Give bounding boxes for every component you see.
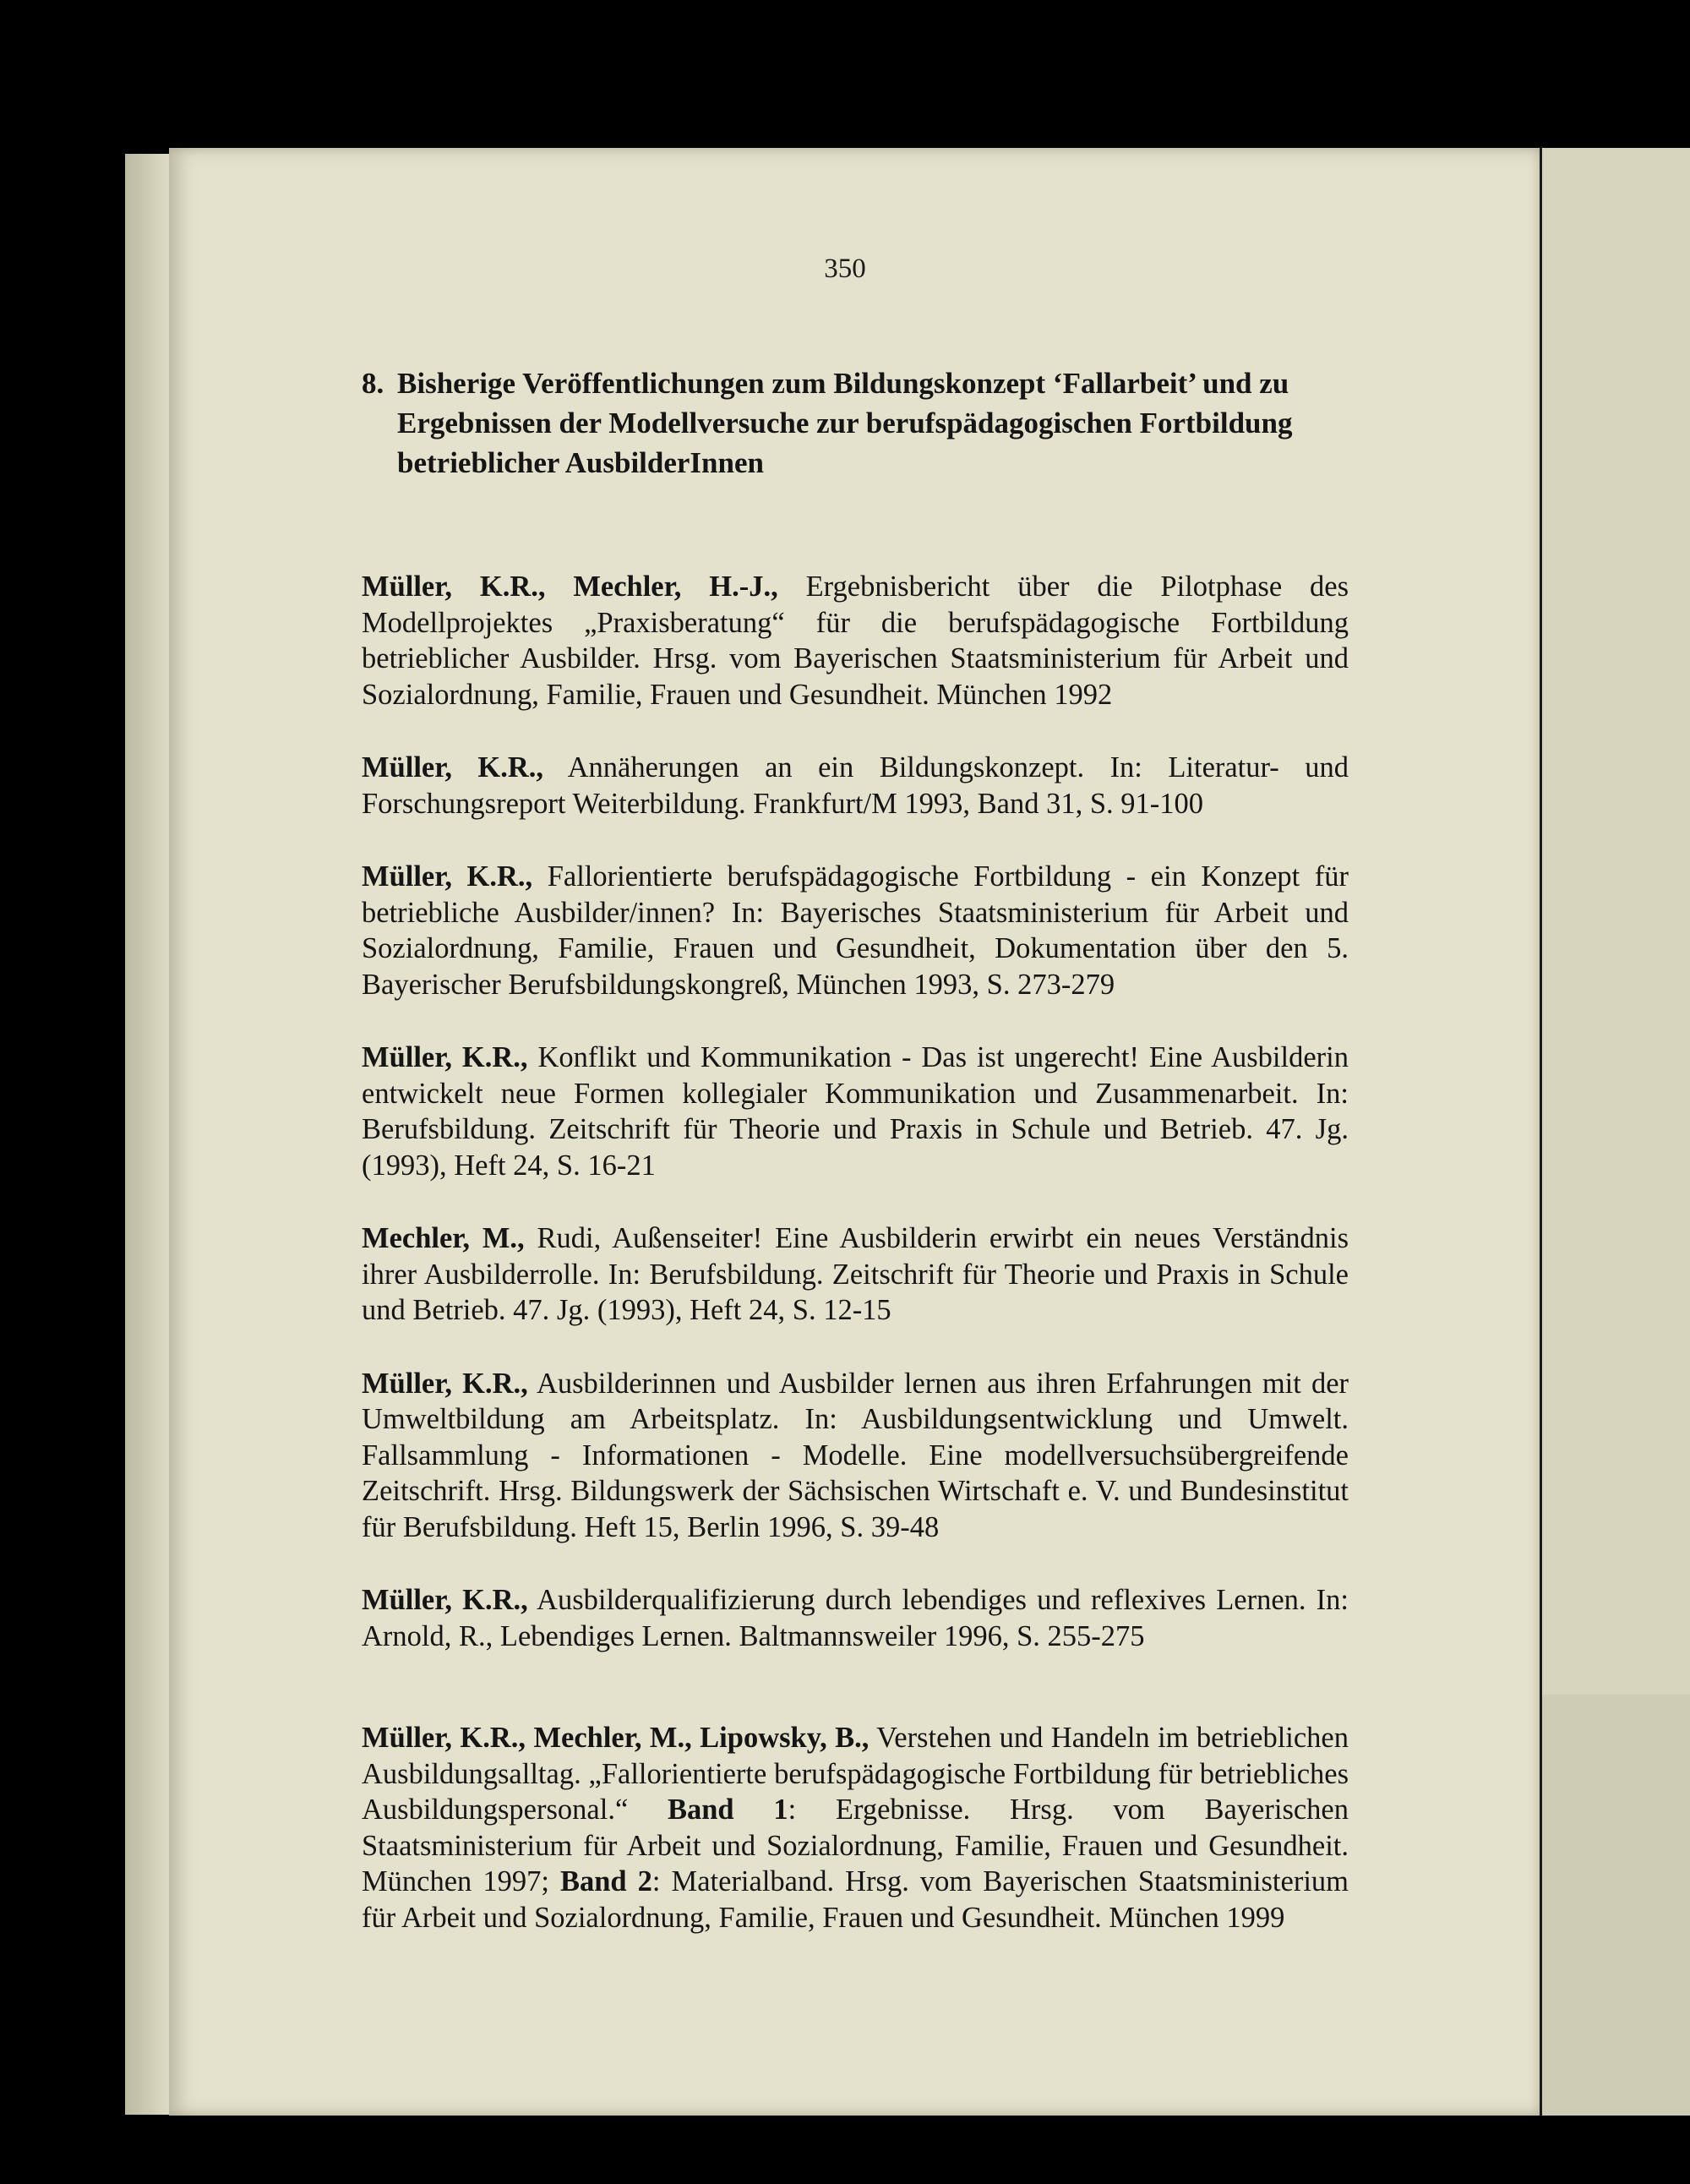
page-content xyxy=(362,363,1349,1973)
entry-authors: Müller, K.R., xyxy=(362,751,544,784)
entry-text: Ausbilderqualifizierung durch lebendiges und reflexives Lernen. In: Arnold, R., Lebendiges Lernen. Baltmannsweiler 1996, S. 255-275 xyxy=(362,1584,1349,1652)
entry-authors: Müller, K.R., xyxy=(362,1584,528,1616)
entry-text: Fallorientierte berufspädagogische Fortbildung - ein Konzept für betriebliche Ausbilder/innen? In: Bayerisches Staatsministerium für Arbeit und Sozialordnung, Familie, Frauen und Gesundheit, Dokumentation über den 5. Bayerischer Berufsbildungskongreß, München 1993, S. 273-279 xyxy=(362,860,1349,1001)
entry-text: Konflikt und Kommunikation - Das ist ungerecht! Eine Ausbilderin entwickelt neue Formen kollegialer Kommunikation und Zusammenarbeit. In: Berufsbildung. Zeitschrift für Theorie und Praxis in Schule und Betrieb. 47. Jg. (1993), Heft 24, S. 16-21 xyxy=(362,1041,1349,1182)
entry-text: Verstehen und Handeln im betrieblichen Ausbildungsalltag. „Fallorientierte berufspädagogische Fortbildung für betriebliches Ausbildungspersonal.“ xyxy=(362,1722,1349,1826)
bibliography-entry xyxy=(362,569,1349,713)
bibliography-entry xyxy=(362,1366,1349,1546)
section-heading xyxy=(362,363,1349,483)
entry-text: : Ergebnisse. Hrsg. vom Bayerischen Staatsministerium für Arbeit und Sozialordnung, Familie, Frauen und Gesundheit. München 1997; xyxy=(362,1794,1349,1897)
band-2-label: Band 2 xyxy=(559,1865,652,1897)
entry-text: Rudi, Außenseiter! Eine Ausbilderin erwirbt ein neues Verständnis ihrer Ausbilderrolle. In: Berufsbildung. Zeitschrift für Theorie und Praxis in Schule und Betrieb. 47. Jg. (1993), Heft 24, S. 12-15 xyxy=(362,1222,1349,1326)
facing-page-edge xyxy=(1540,148,1690,1695)
entry-authors: Müller, K.R., Mechler, M., Lipowsky, B., xyxy=(362,1722,870,1754)
section-number: 8. xyxy=(362,367,384,400)
bibliography-entry xyxy=(362,1040,1349,1183)
entry-authors: Mechler, M., xyxy=(362,1222,525,1254)
page-number: 350 xyxy=(824,254,866,284)
bibliography-entry xyxy=(362,859,1349,1002)
entry-text: Ausbilderinnen und Ausbilder lernen aus ihren Erfahrungen mit der Umweltbildung am Arbeitsplatz. In: Ausbildungsentwicklung und Umwelt. Fallsammlung - Informationen - Modelle. Eine modellversuchsübergreifende Zeitschrift. Hrsg. Bildungswerk der Sächsischen Wirtschaft e. V. und Bundesinstitut für Berufsbildung. Heft 15, Berlin 1996, S. 39-48 xyxy=(362,1367,1349,1543)
entry-authors: Müller, K.R., xyxy=(362,1367,528,1400)
entry-text: : Materialband. Hrsg. vom Bayerischen Staatsministerium für Arbeit und Sozialordnung, Familie, Frauen und Gesundheit. München 1999 xyxy=(362,1865,1349,1934)
bibliography-entry-last xyxy=(362,1720,1349,1936)
bibliography-entry xyxy=(362,750,1349,822)
bibliography-entry xyxy=(362,1220,1349,1329)
entry-authors: Müller, K.R., Mechler, H.-J., xyxy=(362,571,778,603)
band-1-label: Band 1 xyxy=(667,1794,788,1826)
entry-text: Annäherungen an ein Bildungskonzept. In: Literatur- und Forschungsreport Weiterbildung. Frankfurt/M 1993, Band 31, S. 91-100 xyxy=(362,751,1349,820)
section-title: Bisherige Veröffentlichungen zum Bildungskonzept ‘Fallarbeit’ und zu Ergebnissen der Modellversuche zur berufspädagogischen Fortbildung betrieblicher AusbilderInnen xyxy=(397,367,1293,479)
entry-authors: Müller, K.R., xyxy=(362,1041,528,1073)
entry-text: Ergebnisbericht über die Pilotphase des Modellprojektes „Praxisberatung“ für die berufspädagogische Fortbildung betrieblicher Ausbilder. Hrsg. vom Bayerischen Staatsministerium für Arbeit und Sozialordnung, Familie, Frauen und Gesundheit. München 1992 xyxy=(362,571,1349,711)
bibliography-entry xyxy=(362,1582,1349,1654)
facing-page-edge-lower xyxy=(1540,1695,1690,2116)
entry-authors: Müller, K.R., xyxy=(362,860,533,893)
